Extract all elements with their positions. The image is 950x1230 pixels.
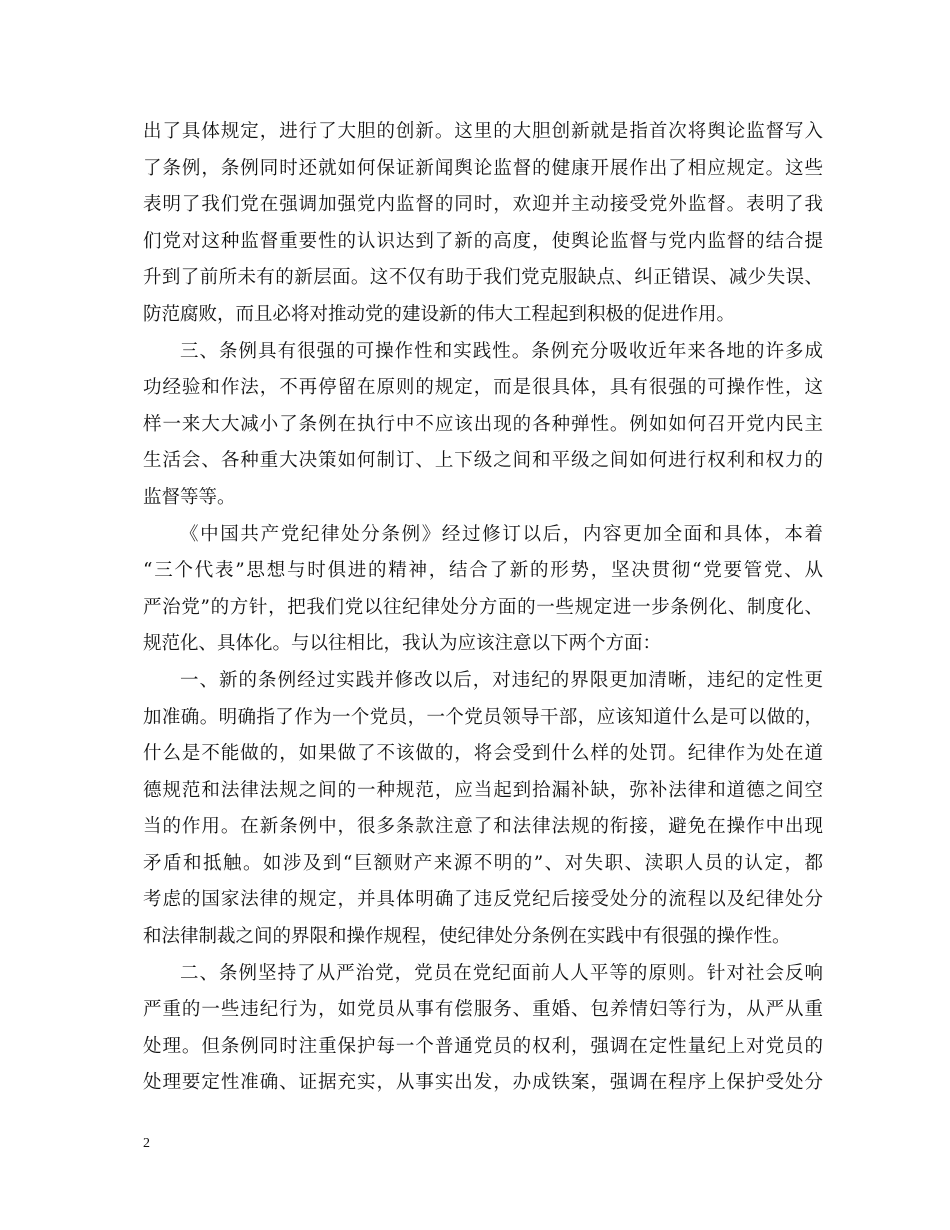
- text-line: 什么是不能做的，如果做了不该做的，将会受到什么样的处罚。纪律作为处在道: [143, 743, 823, 765]
- text-line: 三、条例具有很强的可操作性和实践性。条例充分吸收近年来各地的许多成: [180, 340, 823, 362]
- text-line: 二、条例坚持了从严治党，党员在党纪面前人人平等的原则。针对社会反响: [180, 962, 823, 984]
- text-line: 严重的一些违纪行为，如党员从事有偿服务、重婚、包养情妇等行为，从严从重: [143, 999, 823, 1021]
- text-line: 处理。但条例同时注重保护每一个普通党员的权利，强调在定性量纪上对党员的: [143, 1035, 823, 1057]
- text-line: 功经验和作法，不再停留在原则的规定，而是很具体，具有很强的可操作性，这: [143, 377, 823, 399]
- text-line: 生活会、各种重大决策如何制订、上下级之间和平级之间如何进行权利和权力的: [143, 450, 823, 472]
- text-line: 严治党”的方针，把我们党以往纪律处分方面的一些规定进一步条例化、制度化、: [143, 596, 823, 618]
- text-line: 规范化、具体化。与以往相比，我认为应该注意以下两个方面：: [143, 633, 662, 655]
- text-line: 处理要定性准确、证据充实，从事实出发，办成铁案，强调在程序上保护受处分: [143, 1072, 823, 1094]
- page-number: 2: [143, 1136, 150, 1151]
- text-line: 加准确。明确指了作为一个党员，一个党员领导干部，应该知道什么是可以做的，: [143, 706, 823, 728]
- text-line: 德规范和法律法规之间的一种规范，应当起到拾漏补缺，弥补法律和道德之间空: [143, 779, 823, 801]
- text-line: “三个代表”思想与时俱进的精神，结合了新的形势，坚决贯彻“党要管党、从: [143, 560, 823, 582]
- text-line: 出了具体规定，进行了大胆的创新。这里的大胆创新就是指首次将舆论监督写入: [143, 121, 823, 142]
- text-line: 当的作用。在新条例中，很多条款注意了和法律法规的衔接，避免在操作中出现: [143, 816, 823, 838]
- text-line: 考虑的国家法律的规定，并具体明确了违反党纪后接受处分的流程以及纪律处分: [143, 889, 823, 911]
- text-line: 们党对这种监督重要性的认识达到了新的高度，使舆论监督与党内监督的结合提: [143, 230, 823, 252]
- text-line: 矛盾和抵触。如涉及到“巨额财产来源不明的”、对失职、渎职人员的认定，都: [143, 852, 823, 874]
- text-line: 了条例，条例同时还就如何保证新闻舆论监督的健康开展作出了相应规定。这些: [143, 157, 823, 179]
- text-line: 一、新的条例经过实践并修改以后，对违纪的界限更加清晰，违纪的定性更: [180, 669, 823, 691]
- text-line: 《中国共产党纪律处分条例》经过修订以后，内容更加全面和具体，本着: [180, 523, 823, 545]
- text-line: 和法律制裁之间的界限和操作规程，使纪律处分条例在实践中有很强的操作性。: [143, 926, 791, 948]
- text-line: 表明了我们党在强调加强党内监督的同时，欢迎并主动接受党外监督。表明了我: [143, 194, 823, 216]
- text-line: 监督等等。: [143, 486, 236, 508]
- text-line: 升到了前所未有的新层面。这不仅有助于我们党克服缺点、纠正错误、减少失误、: [143, 267, 823, 289]
- document-body: [143, 114, 823, 1102]
- text-line: 样一来大大减小了条例在执行中不应该出现的各种弹性。例如如何召开党内民主: [143, 413, 823, 435]
- text-line: 防范腐败，而且必将对推动党的建设新的伟大工程起到积极的促进作用。: [143, 303, 736, 325]
